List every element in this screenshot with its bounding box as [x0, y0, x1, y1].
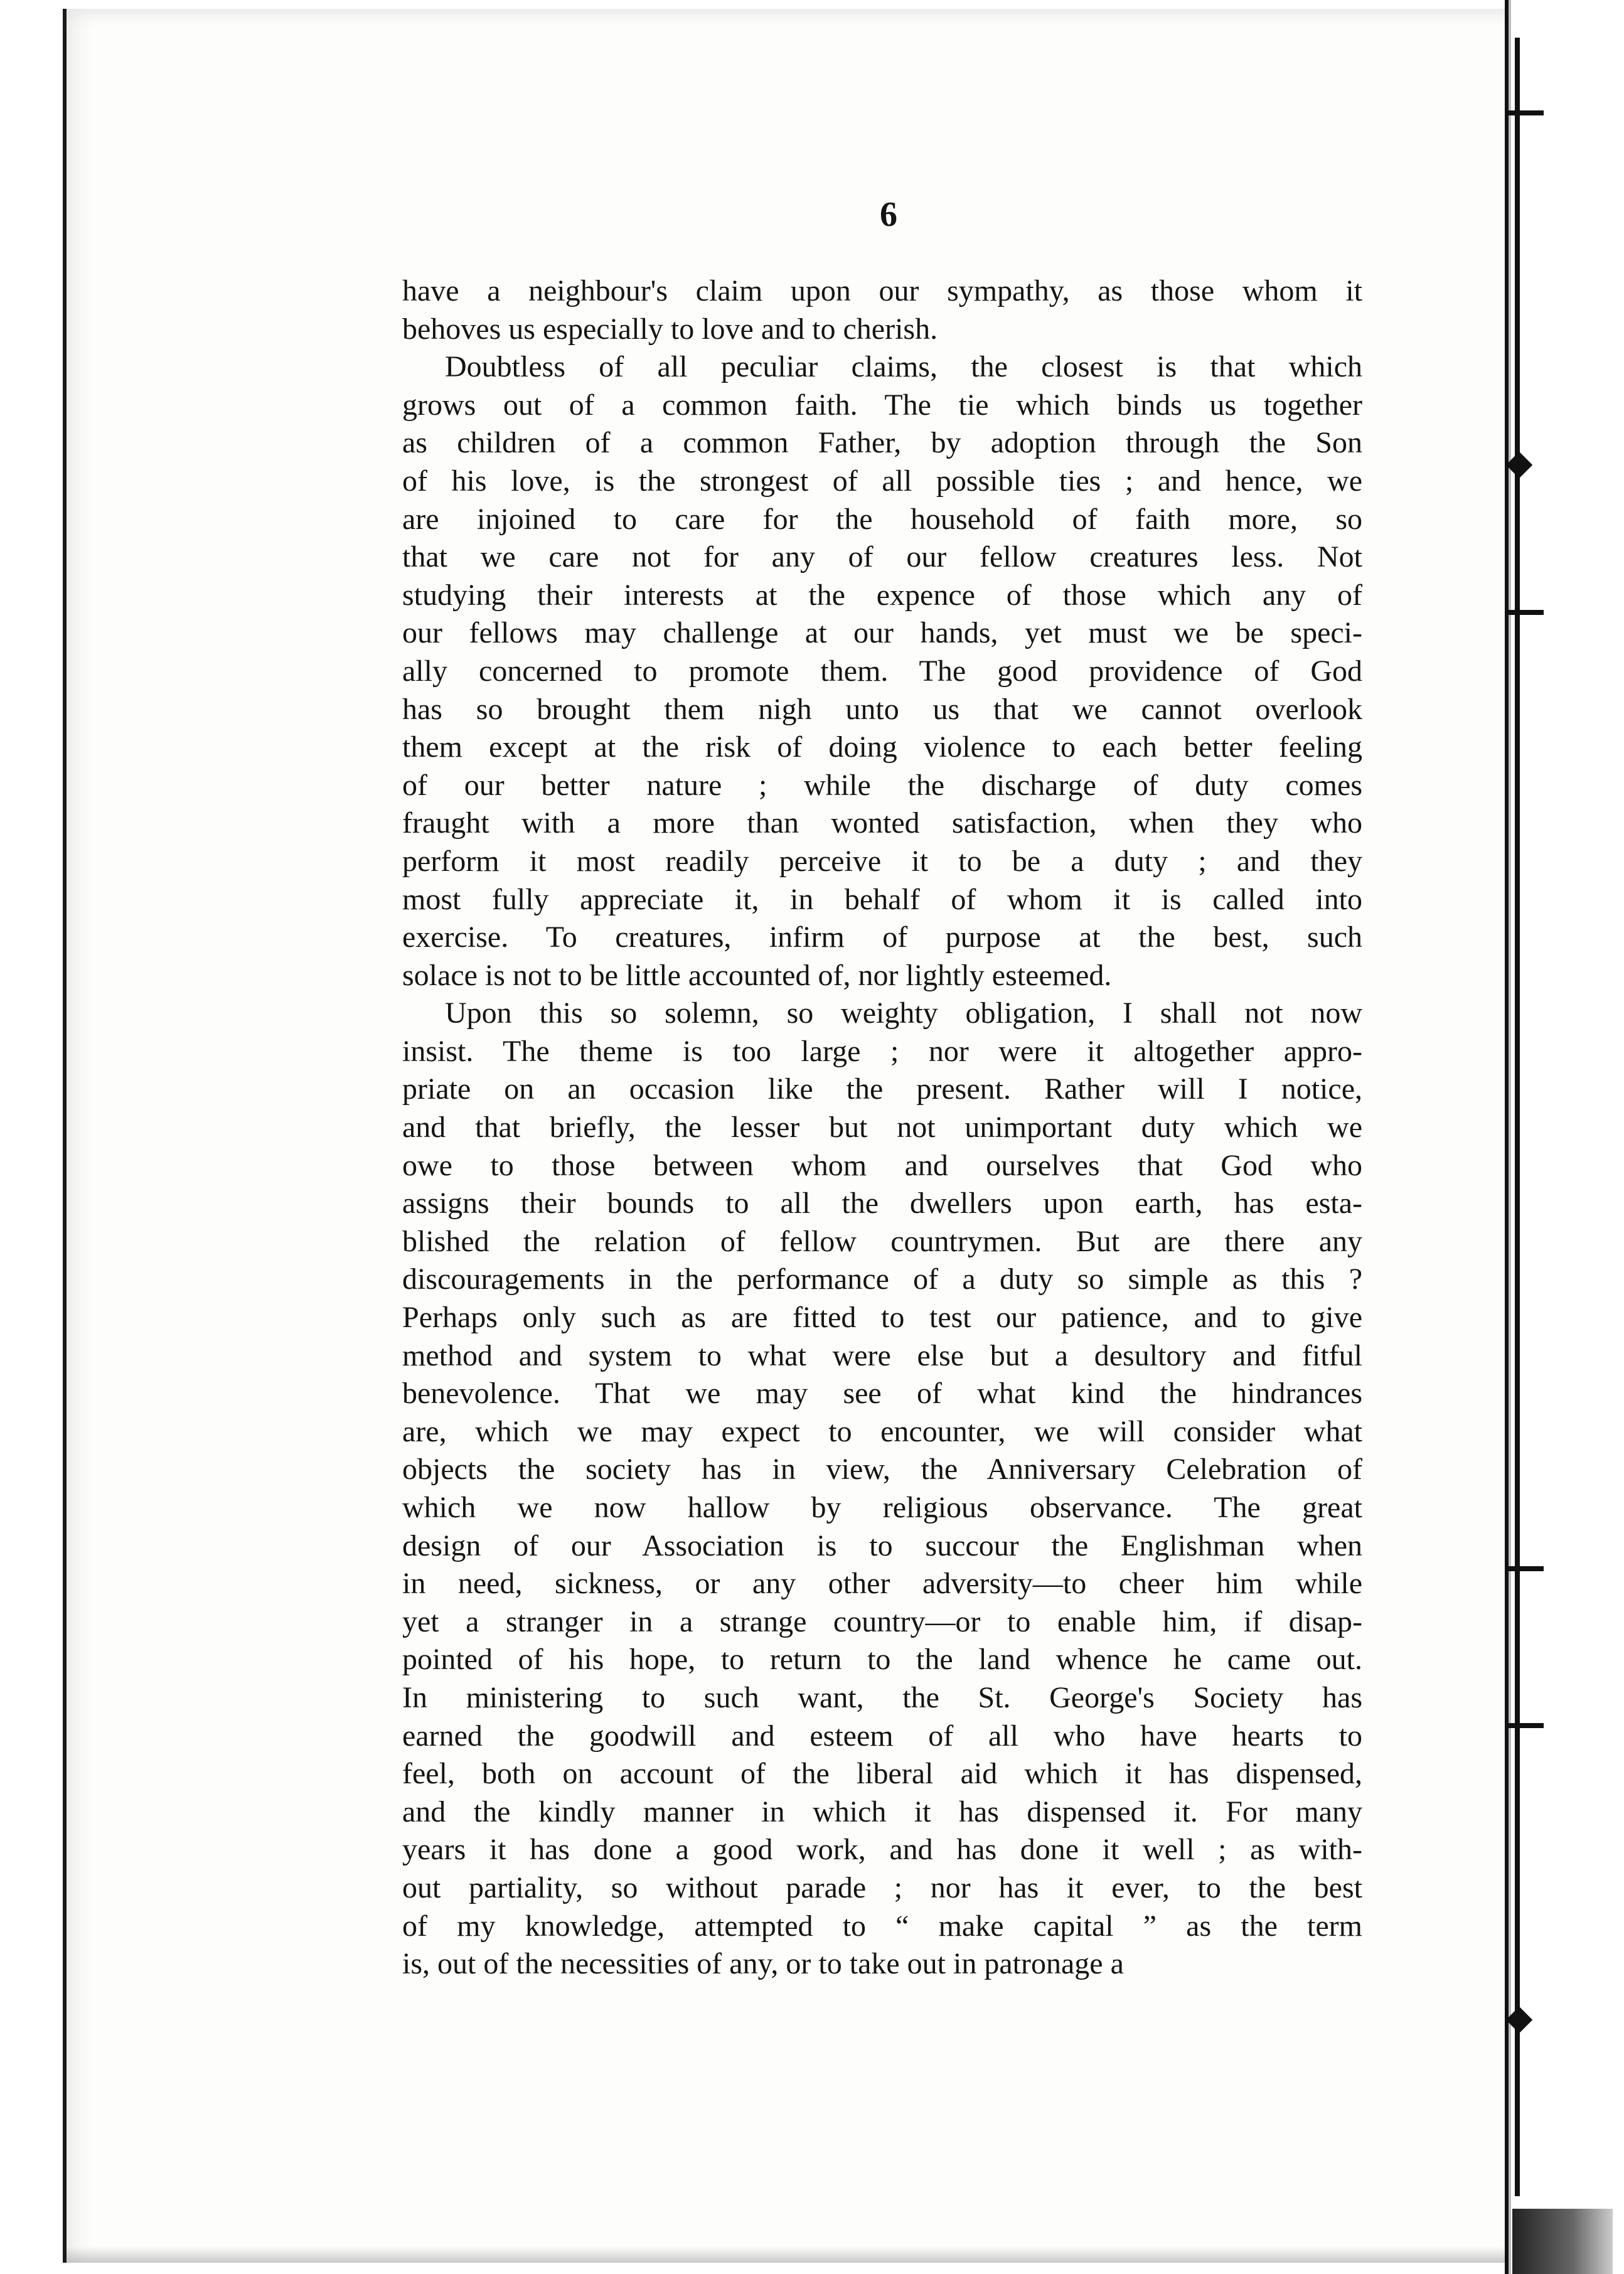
text-line: and the kindly manner in which it has dispensed it. For many: [402, 1795, 1362, 1828]
text-line: yet a stranger in a strange country—or to enable him, if disap-: [402, 1604, 1362, 1638]
text-line: are, which we may expect to encounter, we will consider what: [402, 1414, 1362, 1448]
text-line: has so brought them nigh unto us that we cannot overlook: [402, 692, 1362, 726]
text-line: in need, sickness, or any other adversity—to cheer him while: [402, 1567, 1362, 1601]
text-line: grows out of a common faith. The tie which binds us together: [402, 388, 1362, 422]
text-line: method and system to what were else but a desultory and fitful: [402, 1338, 1362, 1372]
text-line: discouragements in the performance of a duty so simple as this ?: [402, 1262, 1362, 1296]
binding-stitch: [1506, 1566, 1544, 1571]
text-line: is, out of the necessities of any, or to take out in patronage a: [402, 1947, 1124, 1981]
text-line: which we now hallow by religious observance. The great: [402, 1491, 1362, 1524]
text-line: insist. The theme is too large ; nor were it altogether appro-: [402, 1034, 1362, 1068]
text-line: priate on an occasion like the present. Rather will I notice,: [402, 1072, 1362, 1106]
text-line: design of our Association is to succour the Englishman when: [402, 1529, 1362, 1562]
text-line: In ministering to such want, the St. George's Society has: [402, 1680, 1362, 1714]
text-line: earned the goodwill and esteem of all who have hearts to: [402, 1719, 1362, 1753]
text-line: of his love, is the strongest of all possible ties ; and hence, we: [402, 464, 1362, 498]
paragraph: [402, 272, 1362, 348]
text-line: and that briefly, the lesser but not unimportant duty which we: [402, 1111, 1362, 1145]
spine-shadow: [1512, 2209, 1613, 2274]
text-line: fraught with a more than wonted satisfaction, when they who: [402, 806, 1362, 840]
text-line: owe to those between whom and ourselves that God who: [402, 1148, 1362, 1182]
text-line: Perhaps only such as are fitted to test our patience, and to give: [402, 1301, 1362, 1335]
text-line: Doubtless of all peculiar claims, the closest is that which: [445, 350, 1362, 384]
paragraph: [402, 995, 1362, 1983]
text-line: pointed of his hope, to return to the land whence he came out.: [402, 1643, 1362, 1677]
text-line: perform it most readily perceive it to be a duty ; and they: [402, 844, 1362, 878]
text-line: solace is not to be little accounted of, nor lightly esteemed.: [402, 958, 1112, 992]
text-line: of my knowledge, attempted to “ make capital ” as the term: [402, 1909, 1362, 1943]
text-line: assigns their bounds to all the dwellers upon earth, has esta-: [402, 1187, 1362, 1220]
text-line: as children of a common Father, by adoption through the Son: [402, 426, 1362, 460]
text-line: out partiality, so without parade ; nor has it ever, to the best: [402, 1871, 1362, 1904]
text-line: benevolence. That we may see of what kind the hindrances: [402, 1377, 1362, 1411]
text-line: have a neighbour's claim upon our sympathy, as those whom it: [402, 274, 1362, 307]
spine-thread: [1509, 0, 1511, 2274]
body-text: [402, 272, 1362, 1983]
text-line: behoves us especially to love and to cherish.: [402, 312, 938, 346]
binding-rule: [1515, 38, 1520, 2196]
text-line: of our better nature ; while the discharge of duty comes: [402, 768, 1362, 802]
paragraph: [402, 348, 1362, 995]
binding-stitch: [1506, 110, 1544, 115]
text-line: them except at the risk of doing violence to each better feeling: [402, 730, 1362, 764]
binding-stitch: [1506, 1723, 1544, 1728]
text-line: feel, both on account of the liberal aid which it has dispensed,: [402, 1757, 1362, 1791]
text-line: Upon this so solemn, so weighty obligation, I shall not now: [445, 996, 1362, 1030]
text-line: are injoined to care for the household of faith more, so: [402, 502, 1362, 536]
text-line: our fellows may challenge at our hands, yet must we be speci-: [402, 616, 1362, 650]
text-line: most fully appreciate it, in behalf of whom it is called into: [402, 882, 1362, 916]
text-line: ally concerned to promote them. The good providence of God: [402, 654, 1362, 688]
text-line: exercise. To creatures, infirm of purpose at the best, such: [402, 921, 1362, 954]
text-line: blished the relation of fellow countrymen. But are there any: [402, 1224, 1362, 1258]
book-spine: [1505, 0, 1624, 2274]
text-line: objects the society has in view, the Anniversary Celebration of: [402, 1453, 1362, 1487]
text-line: that we care not for any of our fellow creatures less. Not: [402, 540, 1362, 574]
book-page: [63, 9, 1509, 2263]
page-number: 6: [880, 195, 897, 234]
binding-stitch: [1506, 610, 1544, 615]
text-line: studying their interests at the expence of those which any of: [402, 578, 1362, 612]
text-line: years it has done a good work, and has done it well ; as with-: [402, 1833, 1362, 1867]
